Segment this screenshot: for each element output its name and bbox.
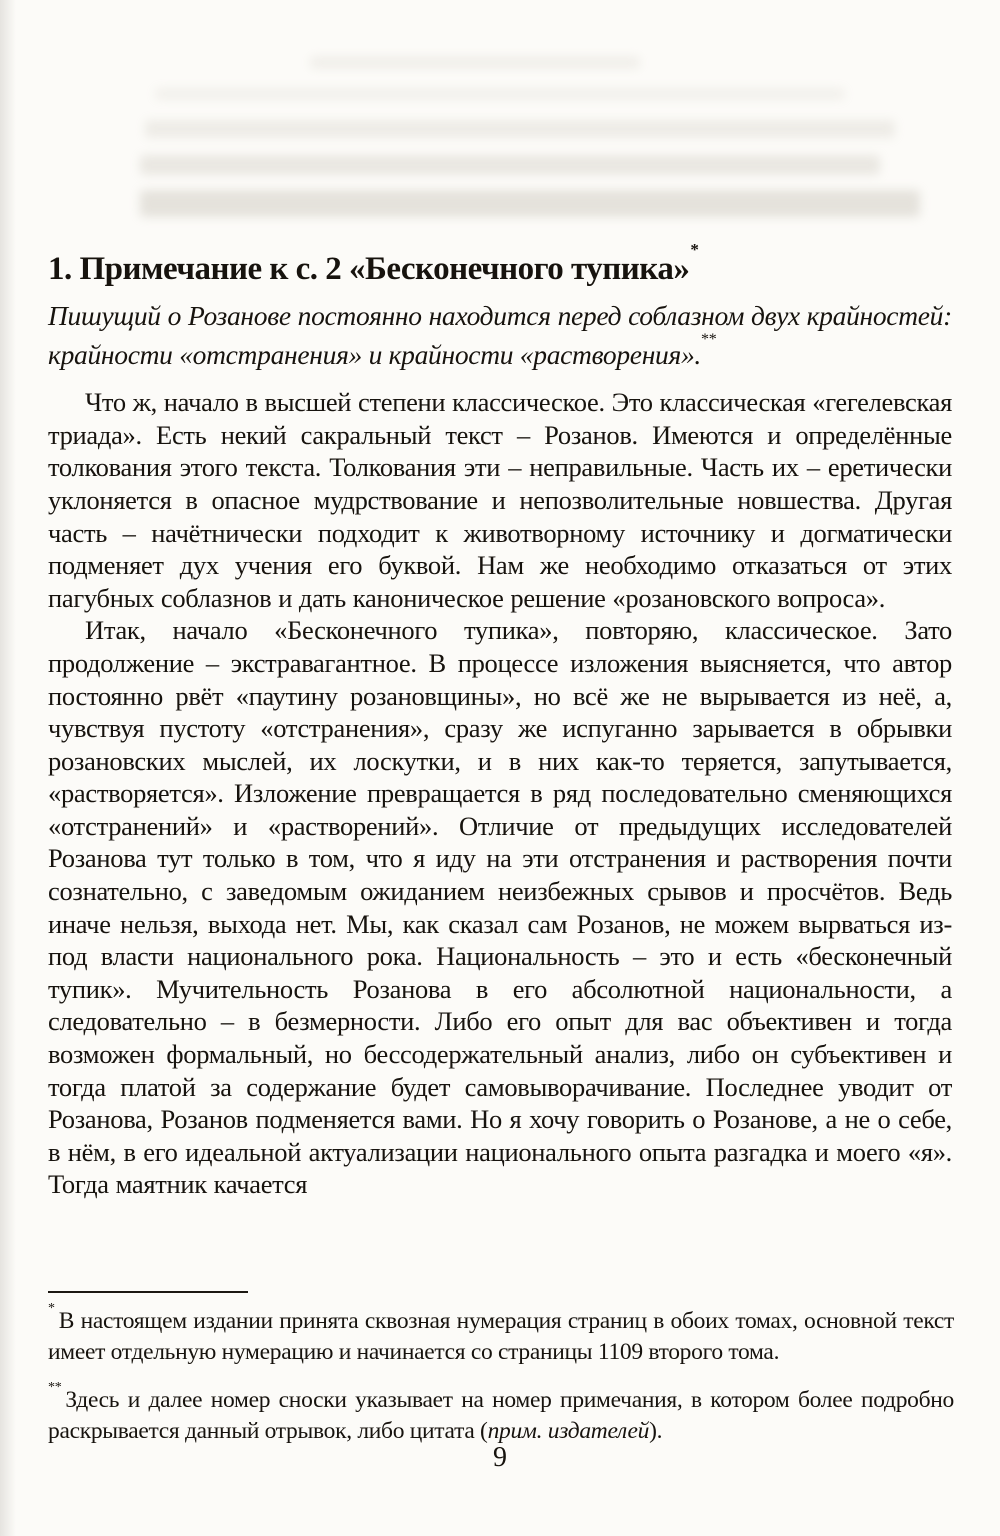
section-heading-text: 1. Примечание к с. 2 «Бесконечного тупика» [48, 251, 690, 287]
footnote-2 [48, 1379, 954, 1447]
heading-footnote-marker: * [690, 240, 699, 259]
footnotes-block [48, 1291, 954, 1447]
page-content [48, 242, 952, 1201]
epigraph-footnote-marker: ** [701, 331, 717, 348]
footnote-2-marker: ** [48, 1379, 62, 1395]
showthrough-line [310, 56, 640, 69]
showthrough-line [155, 88, 845, 100]
body-paragraph-2: Итак, начало «Бесконечного тупика», повторяю, классическое. Зато продолжение – экстравагантное. В процессе изложения выясняется, что автор постоянно рвёт «паутину розановщины», но всё же не вырывается из неё, а, чувствуя пустоту «отстранения», сразу же испуганно зарывается в обрывки розановских мыслей, их лоскутки, и в них как-то теряется, запутывается, «растворяется». Изложение превращается в ряд последовательно сменяющихся «отстранений» и «растворений». Отличие от предыдущих исследователей Розанова тут только в том, что я иду на эти отстранения и растворения почти сознательно, с заведомым ожиданием неизбежных срывов и просчётов. Ведь иначе нельзя, выхода нет. Мы, как сказал сам Розанов, не можем вырваться из-под власти национального рока. Национальность – это и есть «бесконечный тупик». Мучительность Розанова в его абсолютной национальности, а следовательно – в безмерности. Либо его опыт для вас объективен и тогда возможен формальный, но бессодержательный анализ, либо он субъективен и тогда платой за содержание будет самовыворачивание. Последнее уводит от Розанова, Розанов подменяется вами. Но я хочу говорить о Розанове, а не о себе, в нём, в его идеальной актуализации национального опыта разгадка и моего «я». Тогда маятник качается [48, 615, 952, 1200]
showthrough-line [145, 120, 895, 138]
epigraph [48, 299, 952, 372]
footnote-1 [48, 1300, 954, 1368]
scan-edge-shading [0, 0, 16, 1536]
footnote-2-italic-text: прим. издателей [487, 1417, 650, 1444]
showthrough-line [140, 190, 920, 217]
section-heading [48, 242, 952, 289]
showthrough-line [140, 155, 880, 175]
footnote-2-text: Здесь и далее номер сноски указывает на номер примечания, в котором более подробно раскрывается данный отрывок, либо цитата ( [48, 1386, 954, 1444]
footnote-1-marker: * [48, 1301, 55, 1316]
footnote-1-text: В настоящем издании принята сквозная нумерация страниц в обоих томах, основной текст имеет отдельную нумерацию и начинается со страницы 1109 второго тома. [48, 1307, 954, 1365]
page-number: 9 [493, 1442, 507, 1473]
footnote-rule [48, 1291, 248, 1293]
footnote-2-suffix: ). [649, 1417, 663, 1444]
body-paragraph-1: Что ж, начало в высшей степени классическое. Это классическая «гегелевская триада». Есть некий сакральный текст – Розанов. Имеются и определённые толкования этого текста. Толкования эти – неправильные. Часть их – еретически уклоняется в опасное мудрствование и непозволительные новшества. Другая часть – начётнически подходит к животворному источнику и догматически подменяет дух учения его буквой. Нам же необходимо отказаться от этих пагубных соблазнов и дать каноническое решение «розановского вопроса». [48, 387, 952, 613]
epigraph-text: Пишущий о Розанове постоянно находится перед соблазном двух крайностей: крайности «отстранения» и крайности «растворения». [48, 300, 952, 371]
